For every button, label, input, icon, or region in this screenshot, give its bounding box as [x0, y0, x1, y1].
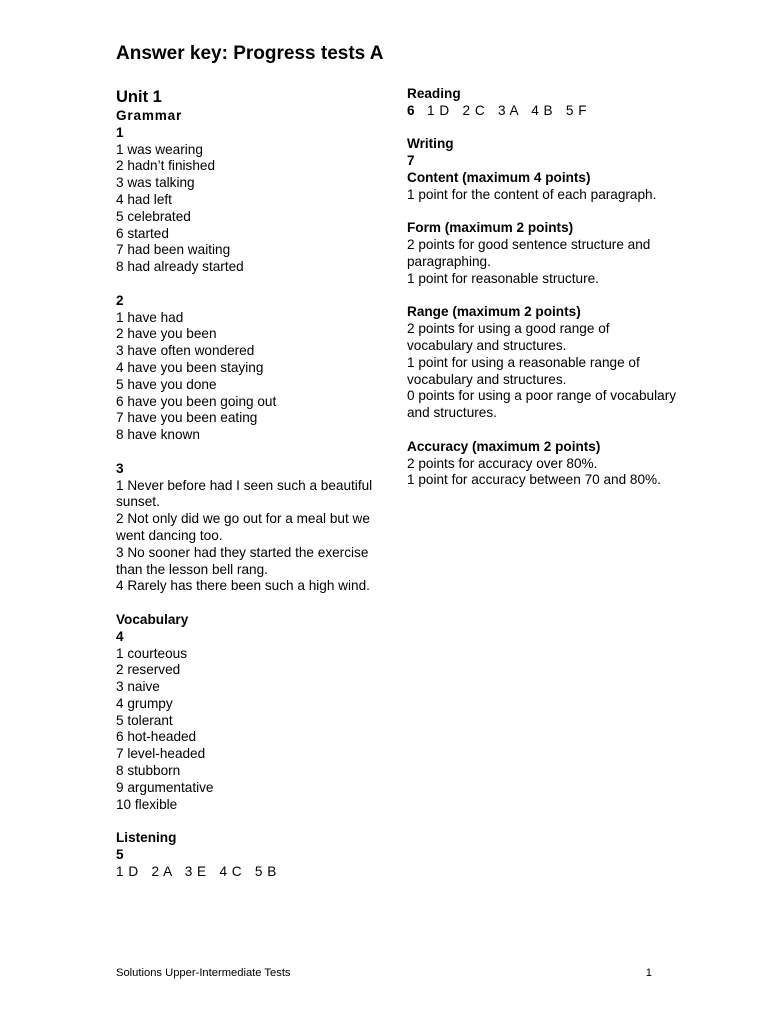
grammar-ex2-list: [116, 310, 378, 444]
answer-item: 10 flexible: [116, 796, 178, 812]
unit-title: Unit 1: [116, 88, 162, 106]
exercise-number: 6: [407, 102, 415, 118]
listening-heading: Listening: [116, 830, 177, 846]
criteria-line: 1 point for the content of each paragraph.: [407, 186, 657, 202]
answer-item: 1 have had: [116, 309, 184, 325]
answer-item: 2 reserved: [116, 662, 181, 678]
exercise-number: 7: [407, 153, 415, 169]
answer-item: 3 No sooner had they started the exercise than the lesson bell rang.: [116, 544, 369, 577]
criteria-line: 0 points for using a poor range of vocabulary and structures.: [407, 388, 677, 421]
answer-item: 4 grumpy: [116, 695, 173, 711]
answer-item: 1 courteous: [116, 645, 188, 661]
criteria-line: 1 point for reasonable structure.: [407, 270, 599, 286]
range-heading: Range (maximum 2 points): [407, 304, 581, 320]
answer-item: 3 was talking: [116, 175, 195, 191]
listening-answers: 1 D 2 A 3 E 4 C 5 B: [116, 863, 277, 879]
criteria-line: 1 point for accuracy between 70 and 80%.: [407, 472, 661, 488]
grammar-heading: Grammar: [116, 108, 183, 123]
page-number: 1: [645, 967, 652, 979]
answer-item: 2 hadn’t finished: [116, 158, 216, 174]
exercise-number: 4: [116, 628, 124, 644]
answer-item: 5 have you done: [116, 376, 217, 392]
reading-answer-row: [407, 103, 677, 120]
answer-item: 8 have known: [116, 427, 200, 443]
answer-item: 8 had already started: [116, 259, 244, 275]
answer-item: 7 had been waiting: [116, 242, 231, 258]
vocabulary-ex4-list: [116, 646, 378, 814]
page-title: Answer key: Progress tests A: [116, 43, 384, 64]
answer-item: 3 naive: [116, 679, 160, 695]
answer-item: 6 started: [116, 225, 169, 241]
answer-item: 2 have you been: [116, 326, 217, 342]
answer-item: 7 have you been eating: [116, 410, 258, 426]
answer-item: 4 had left: [116, 191, 172, 207]
answer-item: 4 have you been staying: [116, 359, 264, 375]
answer-item: 5 celebrated: [116, 208, 191, 224]
vocabulary-heading: Vocabulary: [116, 611, 189, 627]
answer-item: 7 level-headed: [116, 746, 206, 762]
answer-item: 5 tolerant: [116, 712, 173, 728]
exercise-number: 1: [116, 124, 124, 140]
answer-item: 3 have often wondered: [116, 343, 255, 359]
answer-item: 9 argumentative: [116, 779, 214, 795]
page-footer: [116, 966, 652, 980]
answer-item: 8 stubborn: [116, 763, 181, 779]
answer-item: 6 have you been going out: [116, 393, 277, 409]
criteria-line: 1 point for using a reasonable range of vocabulary and structures.: [407, 354, 640, 387]
form-heading: Form (maximum 2 points): [407, 220, 574, 236]
accuracy-heading: Accuracy (maximum 2 points): [407, 438, 601, 454]
answer-item: 1 was wearing: [116, 141, 203, 157]
content-heading: Content (maximum 4 points): [407, 169, 591, 185]
answer-item: 4 Rarely has there been such a high wind.: [116, 578, 370, 594]
answer-item: 1 Never before had I seen such a beautiful sunset.: [116, 477, 373, 510]
answer-item: 6 hot-headed: [116, 729, 197, 745]
criteria-line: 2 points for good sentence structure and paragraphing.: [407, 237, 651, 269]
writing-heading: Writing: [407, 136, 454, 152]
reading-answers: 1 D 2 C 3 A 4 B 5 F: [427, 102, 588, 118]
grammar-ex3-list: [116, 478, 378, 596]
grammar-ex1-list: [116, 142, 378, 276]
exercise-number: 3: [116, 460, 124, 476]
answer-item: 2 Not only did we go out for a meal but we went dancing too.: [116, 511, 370, 543]
left-column: [116, 86, 378, 881]
right-column: [407, 86, 677, 489]
criteria-line: 2 points for accuracy over 80%.: [407, 455, 598, 471]
exercise-number: 2: [116, 292, 124, 308]
criteria-line: 2 points for using a good range of vocabulary and structures.: [407, 321, 610, 353]
reading-heading: Reading: [407, 86, 461, 101]
exercise-number: 5: [116, 847, 124, 863]
footer-title: Solutions Upper-Intermediate Tests: [116, 967, 291, 979]
